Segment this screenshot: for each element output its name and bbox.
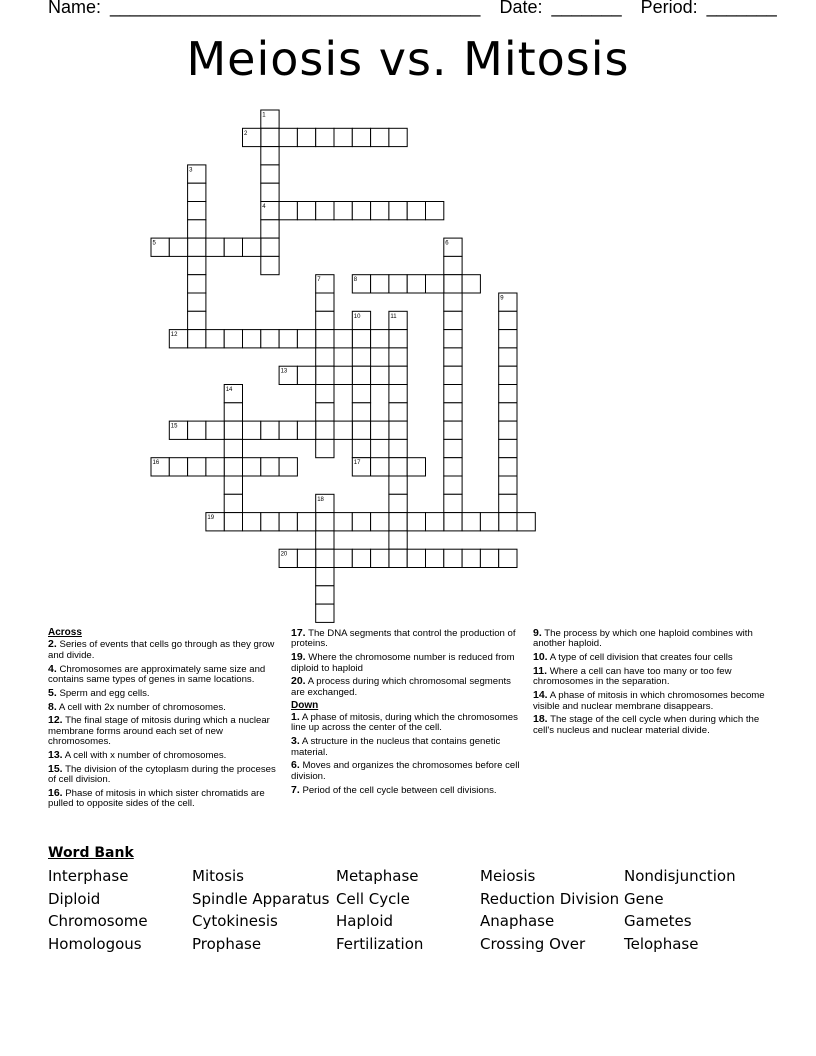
clue-number: 12. bbox=[48, 714, 63, 727]
crossword-cell[interactable] bbox=[352, 403, 370, 421]
clue-item bbox=[533, 652, 765, 663]
crossword-cell[interactable] bbox=[352, 202, 370, 220]
clue-text: The final stage of mitosis during which a nuclear membrane forms around each set of new chromosomes. bbox=[48, 715, 270, 748]
clue-number: 8. bbox=[48, 700, 57, 713]
crossword-cell[interactable] bbox=[352, 385, 370, 403]
crossword-cell[interactable] bbox=[444, 385, 462, 403]
clue-item bbox=[48, 688, 280, 699]
cell-number: 17 bbox=[353, 460, 361, 467]
crossword-cell[interactable] bbox=[426, 513, 444, 531]
crossword-cell[interactable] bbox=[224, 403, 242, 421]
crossword-cell[interactable] bbox=[188, 183, 206, 201]
crossword-cell[interactable] bbox=[389, 366, 407, 384]
crossword-cell[interactable] bbox=[279, 513, 297, 531]
crossword-cell[interactable] bbox=[206, 330, 224, 348]
cell-number: 11 bbox=[390, 313, 397, 320]
word-bank-term: Cell Cycle bbox=[336, 889, 410, 908]
crossword-cell[interactable] bbox=[316, 586, 334, 604]
crossword-cell[interactable] bbox=[334, 513, 352, 531]
cell-number: 5 bbox=[152, 240, 156, 247]
crossword-cell[interactable] bbox=[188, 238, 206, 256]
crossword-cell[interactable] bbox=[371, 458, 389, 476]
clue-text: Phase of mitosis in which sister chromatids are pulled to opposite sides of the cell. bbox=[48, 788, 265, 810]
crossword-cell[interactable] bbox=[444, 513, 462, 531]
clue-text: The DNA segments that control the production of proteins. bbox=[291, 628, 516, 650]
crossword-cell[interactable] bbox=[499, 385, 517, 403]
crossword-cell[interactable] bbox=[261, 513, 279, 531]
crossword-cell[interactable] bbox=[444, 293, 462, 311]
crossword-cell[interactable] bbox=[444, 458, 462, 476]
crossword-cell[interactable] bbox=[316, 531, 334, 549]
crossword-cell[interactable] bbox=[389, 330, 407, 348]
crossword-cell[interactable] bbox=[316, 128, 334, 146]
crossword-cell[interactable] bbox=[389, 531, 407, 549]
crossword-cell[interactable] bbox=[224, 421, 242, 439]
word-bank-term: Mitosis bbox=[192, 867, 244, 885]
crossword-cell[interactable] bbox=[261, 147, 279, 165]
clue-item bbox=[291, 652, 523, 674]
clue-number: 20. bbox=[291, 675, 306, 688]
crossword-cell[interactable] bbox=[243, 513, 261, 531]
clues-column-2 bbox=[291, 628, 523, 798]
crossword-cell[interactable] bbox=[389, 421, 407, 439]
clue-number: 6. bbox=[291, 759, 300, 772]
crossword-cell[interactable] bbox=[462, 549, 480, 567]
crossword-cell[interactable] bbox=[444, 403, 462, 421]
clue-text: A type of cell division that creates four cells bbox=[549, 652, 733, 664]
cell-number: 19 bbox=[207, 515, 215, 522]
crossword-cell[interactable] bbox=[243, 458, 261, 476]
crossword-cell[interactable] bbox=[316, 366, 334, 384]
date-label: Date: bbox=[499, 0, 543, 17]
clue-text: A process during which chromosomal segments are exchanged. bbox=[291, 676, 511, 698]
crossword-cell[interactable] bbox=[279, 202, 297, 220]
clue-text: Where a cell can have too many or too few chromosomes in the separation. bbox=[533, 666, 732, 688]
crossword-cell[interactable] bbox=[224, 494, 242, 512]
word-bank-term: Diploid bbox=[48, 889, 101, 908]
clue-number: 7. bbox=[291, 783, 300, 796]
clue-item bbox=[291, 785, 523, 796]
crossword-cell[interactable] bbox=[224, 330, 242, 348]
clue-text: The division of the cytoplasm during the proceses of cell division. bbox=[48, 763, 276, 786]
clue-number: 3. bbox=[291, 735, 300, 748]
clue-item bbox=[533, 714, 765, 736]
crossword-cell[interactable] bbox=[334, 330, 352, 348]
crossword-cell[interactable] bbox=[499, 311, 517, 329]
crossword-cell[interactable] bbox=[188, 275, 206, 293]
crossword-cell[interactable] bbox=[297, 421, 315, 439]
crossword-cell[interactable] bbox=[389, 348, 407, 366]
crossword-cell[interactable] bbox=[188, 330, 206, 348]
crossword-cell[interactable] bbox=[279, 128, 297, 146]
date-field[interactable]: _______ bbox=[551, 0, 622, 17]
crossword-cell[interactable] bbox=[316, 549, 334, 567]
crossword-cell[interactable] bbox=[316, 385, 334, 403]
clue-item bbox=[48, 639, 280, 661]
crossword-cell[interactable] bbox=[389, 476, 407, 494]
clue-text: A structure in the nucleus that contains genetic material. bbox=[291, 736, 501, 758]
crossword-cell[interactable] bbox=[224, 458, 242, 476]
crossword-cell[interactable] bbox=[334, 202, 352, 220]
crossword-cell[interactable] bbox=[389, 458, 407, 476]
crossword-cell[interactable] bbox=[407, 549, 425, 567]
word-bank-column-2 bbox=[192, 865, 329, 955]
cell-number: 20 bbox=[280, 551, 288, 558]
clue-text: Sperm and egg cells. bbox=[59, 687, 150, 699]
word-bank-term: Reduction Division bbox=[480, 889, 620, 908]
clue-number: 4. bbox=[48, 662, 57, 675]
word-bank-column-3 bbox=[336, 865, 423, 955]
crossword-cell[interactable] bbox=[316, 439, 334, 457]
crossword-cell[interactable] bbox=[316, 403, 334, 421]
crossword-cell[interactable] bbox=[261, 330, 279, 348]
crossword-cell[interactable] bbox=[316, 293, 334, 311]
crossword-cell[interactable] bbox=[444, 421, 462, 439]
crossword-cell[interactable] bbox=[316, 311, 334, 329]
clue-number: 9. bbox=[533, 627, 542, 639]
word-bank-term: Gametes bbox=[624, 912, 692, 931]
word-bank-term: Chromosome bbox=[48, 912, 148, 931]
crossword-cell[interactable] bbox=[389, 403, 407, 421]
word-bank-term: Gene bbox=[624, 889, 664, 908]
crossword-cell[interactable] bbox=[352, 366, 370, 384]
clues-column-3 bbox=[533, 628, 765, 739]
crossword-cell[interactable] bbox=[224, 513, 242, 531]
crossword-cell[interactable] bbox=[352, 421, 370, 439]
crossword-cell[interactable] bbox=[352, 128, 370, 146]
crossword-cell[interactable] bbox=[389, 128, 407, 146]
crossword-cell[interactable] bbox=[389, 202, 407, 220]
crossword-cell[interactable] bbox=[371, 513, 389, 531]
crossword-cell[interactable] bbox=[499, 513, 517, 531]
crossword-cell[interactable] bbox=[444, 275, 462, 293]
crossword-cell[interactable] bbox=[224, 238, 242, 256]
crossword-cell[interactable] bbox=[371, 549, 389, 567]
cell-number: 9 bbox=[500, 295, 504, 302]
cell-number: 4 bbox=[262, 204, 266, 210]
crossword-cell[interactable] bbox=[389, 439, 407, 457]
crossword-cell[interactable] bbox=[389, 494, 407, 512]
crossword-cell[interactable] bbox=[206, 421, 224, 439]
clue-number: 13. bbox=[48, 749, 63, 762]
clue-text: A cell with 2x number of chromosomes. bbox=[58, 701, 226, 713]
crossword-cell[interactable] bbox=[352, 439, 370, 457]
clue-item bbox=[48, 750, 280, 761]
crossword-cell[interactable] bbox=[480, 549, 498, 567]
crossword-cell[interactable] bbox=[444, 348, 462, 366]
cell-number: 1 bbox=[262, 112, 266, 119]
crossword-cell[interactable] bbox=[279, 330, 297, 348]
crossword-cell[interactable] bbox=[316, 604, 334, 622]
crossword-cell[interactable] bbox=[316, 330, 334, 348]
word-bank-term: Fertilization bbox=[336, 934, 424, 953]
clue-item bbox=[291, 628, 523, 650]
crossword-cell[interactable] bbox=[243, 238, 261, 256]
clue-number: 19. bbox=[291, 651, 306, 664]
word-bank-term: Spindle Apparatus bbox=[192, 889, 330, 908]
crossword-cell[interactable] bbox=[297, 549, 315, 567]
crossword-cell[interactable] bbox=[499, 348, 517, 366]
cell-number: 15 bbox=[170, 423, 178, 430]
crossword-cell[interactable] bbox=[407, 458, 425, 476]
word-bank-term: Crossing Over bbox=[480, 934, 586, 953]
crossword-cell[interactable] bbox=[261, 238, 279, 256]
clue-text: A phase of mitosis in which chromosomes become visible and nuclear membrane disappears. bbox=[533, 690, 765, 712]
clue-number: 1. bbox=[291, 711, 300, 724]
crossword-cell[interactable] bbox=[297, 513, 315, 531]
clue-item bbox=[291, 712, 523, 734]
crossword-cell[interactable] bbox=[169, 458, 187, 476]
crossword-cell[interactable] bbox=[334, 366, 352, 384]
clue-item bbox=[48, 788, 280, 810]
clue-text: A phase of mitosis, during which the chromosomes line up across the center of the cell. bbox=[291, 712, 518, 734]
crossword-cell[interactable] bbox=[371, 128, 389, 146]
crossword-cell[interactable] bbox=[444, 439, 462, 457]
crossword-cell[interactable] bbox=[352, 549, 370, 567]
word-bank-term: Prophase bbox=[192, 934, 262, 953]
crossword-cell[interactable] bbox=[371, 366, 389, 384]
crossword-cell[interactable] bbox=[188, 293, 206, 311]
crossword-cell[interactable] bbox=[407, 275, 425, 293]
crossword-cell[interactable] bbox=[188, 311, 206, 329]
crossword-cell[interactable] bbox=[462, 513, 480, 531]
down-heading: Down bbox=[291, 699, 319, 711]
crossword-cell[interactable] bbox=[224, 439, 242, 457]
crossword-cell[interactable] bbox=[499, 421, 517, 439]
crossword-cell[interactable] bbox=[279, 458, 297, 476]
clue-item bbox=[533, 666, 765, 688]
crossword-cell[interactable] bbox=[188, 202, 206, 220]
page-title: Meiosis vs. Mitosis bbox=[186, 32, 630, 86]
crossword-cell[interactable] bbox=[371, 330, 389, 348]
word-bank-column-5 bbox=[624, 865, 736, 955]
word-bank-term: Meiosis bbox=[480, 867, 536, 885]
crossword-cell[interactable] bbox=[371, 421, 389, 439]
crossword-cell[interactable] bbox=[352, 348, 370, 366]
crossword-cell[interactable] bbox=[334, 421, 352, 439]
cell-number: 3 bbox=[189, 167, 193, 174]
clue-number: 10. bbox=[533, 651, 548, 664]
clue-item bbox=[48, 715, 280, 747]
word-bank-title: Word Bank bbox=[48, 845, 134, 861]
cell-number: 7 bbox=[317, 277, 321, 284]
crossword-cell[interactable] bbox=[499, 494, 517, 512]
across-heading: Across bbox=[48, 627, 82, 638]
cell-number: 16 bbox=[152, 460, 160, 467]
word-bank-term: Homologous bbox=[48, 934, 142, 953]
crossword-cell[interactable] bbox=[499, 366, 517, 384]
crossword-cell[interactable] bbox=[243, 421, 261, 439]
crossword-cell[interactable] bbox=[444, 476, 462, 494]
clue-item bbox=[291, 760, 523, 782]
clue-number: 2. bbox=[48, 638, 57, 651]
period-field[interactable]: _______ bbox=[706, 0, 777, 17]
crossword-cell[interactable] bbox=[261, 421, 279, 439]
clue-text: Chromosomes are approximately same size and contains same types of genes in same locations. bbox=[48, 663, 266, 686]
crossword-cell[interactable] bbox=[499, 476, 517, 494]
crossword-cell[interactable] bbox=[407, 513, 425, 531]
crossword-cell[interactable] bbox=[389, 513, 407, 531]
crossword-cell[interactable] bbox=[426, 202, 444, 220]
crossword-cell[interactable] bbox=[261, 165, 279, 183]
crossword-cell[interactable] bbox=[426, 275, 444, 293]
crossword-cell[interactable] bbox=[444, 256, 462, 274]
crossword-cell[interactable] bbox=[261, 256, 279, 274]
name-field[interactable]: _____________________________________ bbox=[110, 0, 481, 17]
clue-number: 18. bbox=[533, 713, 548, 726]
crossword-cell[interactable] bbox=[316, 202, 334, 220]
clue-item bbox=[291, 676, 523, 698]
crossword-cell[interactable] bbox=[224, 476, 242, 494]
crossword-cell[interactable] bbox=[316, 513, 334, 531]
clue-item bbox=[533, 690, 765, 712]
crossword-cell[interactable] bbox=[261, 220, 279, 238]
word-bank-term: Metaphase bbox=[336, 867, 419, 885]
crossword-cell[interactable] bbox=[407, 202, 425, 220]
name-label: Name: bbox=[48, 0, 102, 17]
crossword-cell[interactable] bbox=[206, 458, 224, 476]
crossword-cell[interactable] bbox=[389, 385, 407, 403]
crossword-cell[interactable] bbox=[316, 348, 334, 366]
crossword-cell[interactable] bbox=[352, 330, 370, 348]
crossword-cell[interactable] bbox=[444, 549, 462, 567]
crossword-cell[interactable] bbox=[499, 439, 517, 457]
crossword-cell[interactable] bbox=[188, 220, 206, 238]
clue-text: The stage of the cell cycle when during which the cell's nucleus and nuclear material divide. bbox=[533, 714, 760, 736]
crossword-cell[interactable] bbox=[316, 568, 334, 586]
crossword-cell[interactable] bbox=[297, 330, 315, 348]
crossword-cell[interactable] bbox=[462, 275, 480, 293]
clue-item bbox=[48, 664, 280, 686]
crossword-cell[interactable] bbox=[188, 458, 206, 476]
crossword-cell[interactable] bbox=[389, 275, 407, 293]
crossword-cell[interactable] bbox=[297, 366, 315, 384]
crossword-cell[interactable] bbox=[188, 256, 206, 274]
cell-number: 18 bbox=[317, 496, 324, 503]
cell-number: 12 bbox=[170, 332, 178, 339]
crossword-cell[interactable] bbox=[261, 183, 279, 201]
clue-number: 16. bbox=[48, 787, 63, 800]
crossword-cell[interactable] bbox=[188, 421, 206, 439]
crossword-cell[interactable] bbox=[279, 421, 297, 439]
crossword-cell[interactable] bbox=[297, 128, 315, 146]
clues-column-1 bbox=[48, 628, 280, 812]
crossword-cell[interactable] bbox=[334, 549, 352, 567]
word-bank-term: Nondisjunction bbox=[624, 867, 736, 885]
crossword-cell[interactable] bbox=[261, 128, 279, 146]
cell-number: 13 bbox=[280, 368, 288, 375]
word-bank-term: Anaphase bbox=[480, 912, 555, 931]
clue-text: A cell with x number of chromosomes. bbox=[64, 750, 227, 762]
crossword-cell[interactable] bbox=[389, 549, 407, 567]
clue-text: Moves and organizes the chromosomes before cell division. bbox=[291, 760, 520, 782]
crossword-cell[interactable] bbox=[517, 513, 535, 531]
period-label: Period: bbox=[640, 0, 698, 17]
clue-number: 5. bbox=[48, 686, 57, 699]
crossword-cell[interactable] bbox=[480, 513, 498, 531]
clue-number: 14. bbox=[533, 689, 548, 702]
word-bank-term: Haploid bbox=[336, 912, 394, 931]
crossword-cell[interactable] bbox=[499, 330, 517, 348]
clue-text: Where the chromosome number is reduced from diploid to haploid bbox=[291, 652, 515, 674]
clue-item bbox=[48, 764, 280, 786]
crossword-cell[interactable] bbox=[371, 275, 389, 293]
word-bank-column-1 bbox=[48, 865, 148, 955]
clue-item bbox=[533, 628, 765, 650]
clue-number: 15. bbox=[48, 762, 63, 775]
crossword-cell[interactable] bbox=[444, 330, 462, 348]
cell-number: 6 bbox=[445, 240, 449, 247]
cell-number: 8 bbox=[353, 277, 358, 284]
clue-text: Period of the cell cycle between cell divisions. bbox=[302, 784, 497, 796]
word-bank-column-4 bbox=[480, 865, 619, 955]
crossword-cell[interactable] bbox=[243, 330, 261, 348]
crossword-cell[interactable] bbox=[334, 128, 352, 146]
crossword-cell[interactable] bbox=[499, 403, 517, 421]
crossword-cell[interactable] bbox=[297, 202, 315, 220]
crossword-cell[interactable] bbox=[426, 549, 444, 567]
crossword-cell[interactable] bbox=[444, 494, 462, 512]
crossword-cell[interactable] bbox=[206, 238, 224, 256]
crossword-cell[interactable] bbox=[169, 238, 187, 256]
crossword-cell[interactable] bbox=[499, 549, 517, 567]
word-bank-term: Telophase bbox=[624, 934, 699, 953]
cell-number: 2 bbox=[244, 130, 248, 137]
crossword-cell[interactable] bbox=[316, 421, 334, 439]
crossword-cell[interactable] bbox=[444, 366, 462, 384]
word-bank-term: Interphase bbox=[48, 867, 129, 885]
clue-item bbox=[48, 702, 280, 713]
clue-item bbox=[291, 736, 523, 758]
crossword-cell[interactable] bbox=[371, 202, 389, 220]
crossword-cell[interactable] bbox=[261, 458, 279, 476]
crossword-cell[interactable] bbox=[444, 311, 462, 329]
clue-text: The process by which one haploid combines with another haploid. bbox=[533, 628, 753, 650]
cell-number: 14 bbox=[225, 387, 233, 393]
crossword-cell[interactable] bbox=[352, 513, 370, 531]
clue-number: 11. bbox=[533, 665, 548, 677]
clue-number: 17. bbox=[291, 627, 306, 639]
crossword-cell[interactable] bbox=[499, 458, 517, 476]
clue-text: Series of events that cells go through as they grow and divide. bbox=[48, 639, 275, 661]
word-bank-term: Cytokinesis bbox=[192, 912, 278, 931]
cell-number: 10 bbox=[353, 313, 361, 320]
